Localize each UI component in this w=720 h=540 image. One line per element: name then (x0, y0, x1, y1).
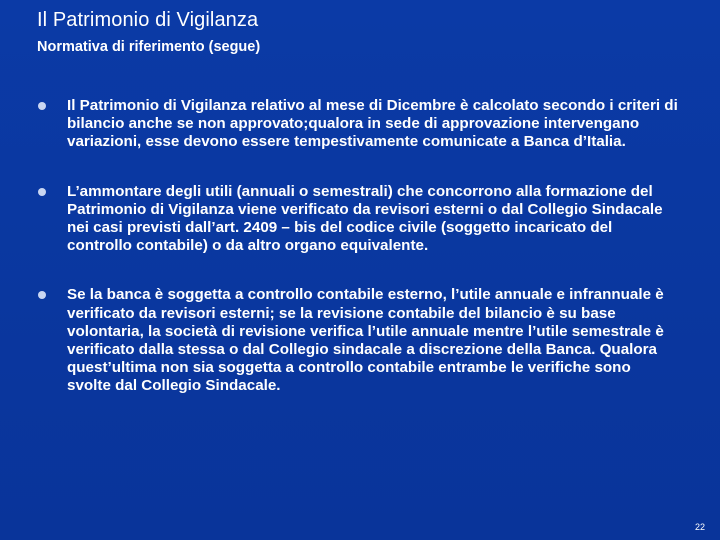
bullet-text: Se la banca è soggetta a controllo contabile esterno, l’utile annuale e infrannuale è verificato da revisori esterni; se la revisione contabile del bilancio è su base volontaria, la società di revisione verifica l’utile annuale mentre l’utile semestrale è verificato dalla stessa o dal Collegio sindacale a discrezione della Banca. Qualora quest’ultima non sia soggetta a controllo contabile entrambe le verifiche sono svolte dal Collegio Sindacale. (67, 286, 664, 395)
slide-title: Il Patrimonio di Vigilanza (37, 9, 259, 31)
slide-subtitle: Normativa di riferimento (segue) (37, 39, 261, 55)
bullet-item (38, 286, 678, 395)
bullet-text: L’ammontare degli utili (annuali o semestrali) che concorrono alla formazione del Patrimonio di Vigilanza viene verificato da revisori esterni o dal Collegio Sindacale nei casi previsti dall’art. 2409 – bis del codice civile (soggetto incaricato del controllo contabile) o da altro organo equivalente. (67, 182, 663, 255)
bullet-dot-icon (38, 188, 46, 196)
bullet-item (38, 97, 678, 152)
bullet-text: Il Patrimonio di Vigilanza relativo al mese di Dicembre è calcolato secondo i criteri di bilancio anche se non approvato;qualora in sede di approvazione intervengano variazioni, esse devono essere tempestivamente comunicate a Banca d’Italia. (67, 97, 678, 151)
bullet-item (38, 183, 678, 256)
bullet-list (38, 97, 678, 427)
bullet-dot-icon (38, 102, 46, 110)
bullet-dot-icon (38, 291, 46, 299)
page-number: 22 (694, 522, 705, 532)
